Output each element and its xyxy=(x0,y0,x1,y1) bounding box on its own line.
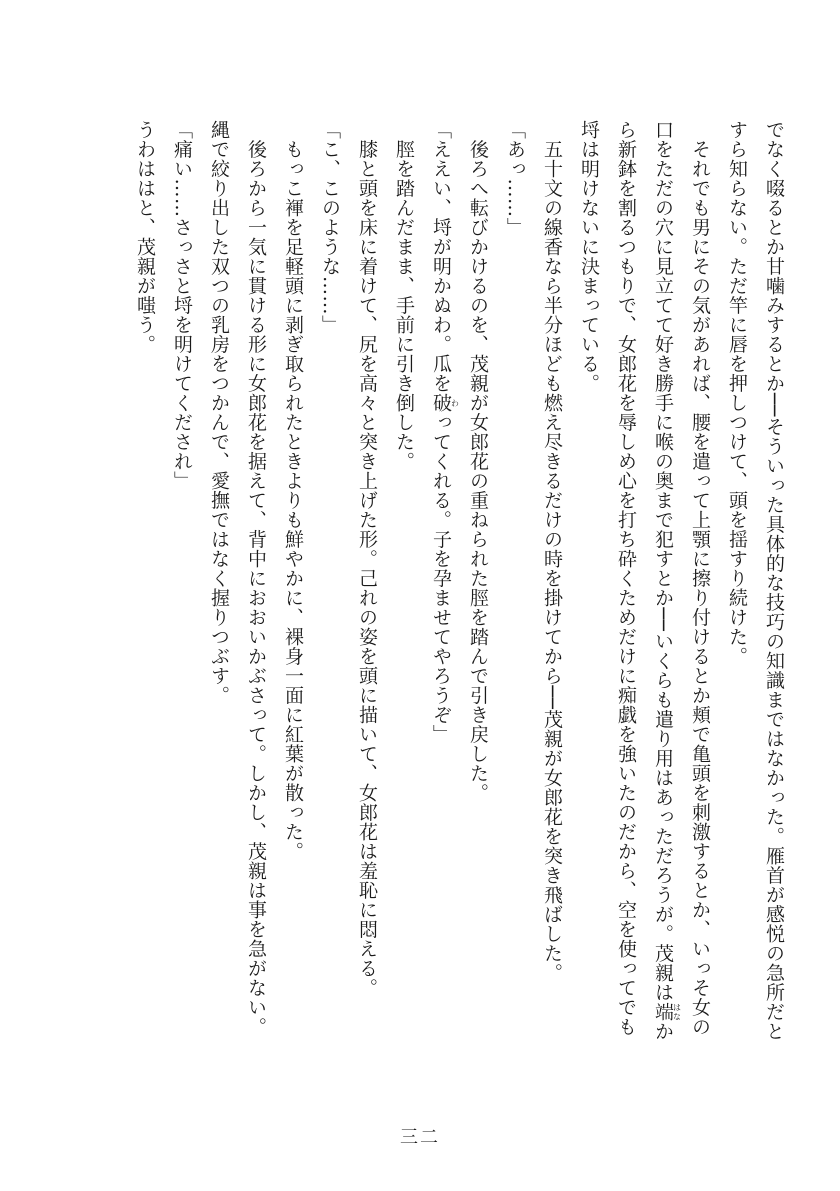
paragraph-13: うわははと、茂親が嗤う。 xyxy=(134,120,156,354)
furigana-hana: 端はな xyxy=(652,1001,682,1022)
paragraph-9: 「こ、このような……」 xyxy=(319,120,341,335)
paragraph-8: 膝と頭を床に着けて、尻を高々と突き上げた形。己れの姿を頭に描いて、女郎花は羞恥に悶える。 xyxy=(356,139,378,998)
furigana-wa: 破わ xyxy=(430,393,460,413)
paragraph-4: 「あっ……」 xyxy=(504,120,526,237)
paragraph-1: でなく啜るとか甘噛みするとか──そういった具体的な技巧の知識まではなかった。雁首が感悦の急所だとすら知らない。ただ竿に唇を押しつけて、頭を揺すり続けた。 xyxy=(726,120,785,1041)
paragraph-6: 「ええい、埒が明かぬわ。瓜を破わってくれる。子を孕ませてやろうぞ」 xyxy=(430,120,460,744)
paragraph-11: 後ろから一気に貫ける形に女郎花を据えて、背中におおいかぶさって。しかし、茂親は事を急がない。縄で絞り出した双つの乳房をつかんで、愛撫ではなく握りつぶす。 xyxy=(208,120,267,1037)
body-text xyxy=(32,120,792,1055)
paragraph-3: 五十文の線香なら半分ほども燃え尽きるだけの時を掛けてから──茂親が女郎花を突き飛ばした。 xyxy=(541,139,563,983)
paragraph-2-rest: から新鉢を割るつもりで、女郎花を辱しめ心を打ち砕くためだけに痴戯を強いたのだから、空を使ってでも埒は明けないに決まっている。 xyxy=(578,120,674,1041)
paragraph-5: 後ろへ転びかけるのを、茂親が女郎花の重ねられた脛を踏んで引き戻した。 xyxy=(467,139,489,803)
paragraph-2-text: それでも男にその気があれば、腰を遣って上顎に擦り付けるとか頬で亀頭を刺激するとか、いっそ女の口をただの穴に見立てて好き勝手に喉の奥まで犯すとか──いくらも遣り用はあっただろうが。茂親は xyxy=(652,120,711,1037)
paragraph-7: 脛を踏んだまま、手前に引き倒した。 xyxy=(393,139,415,471)
page-number: 三二 xyxy=(400,1127,440,1148)
paragraph-12: 「痛い……さっさと埒を明けてくだされ」 xyxy=(171,120,193,491)
paragraph-2 xyxy=(570,120,718,1055)
paragraph-10: もっこ褌を足軽頭に剥ぎ取られたときよりも鮮やかに、裸身一面に紅葉が散った。 xyxy=(282,139,304,861)
